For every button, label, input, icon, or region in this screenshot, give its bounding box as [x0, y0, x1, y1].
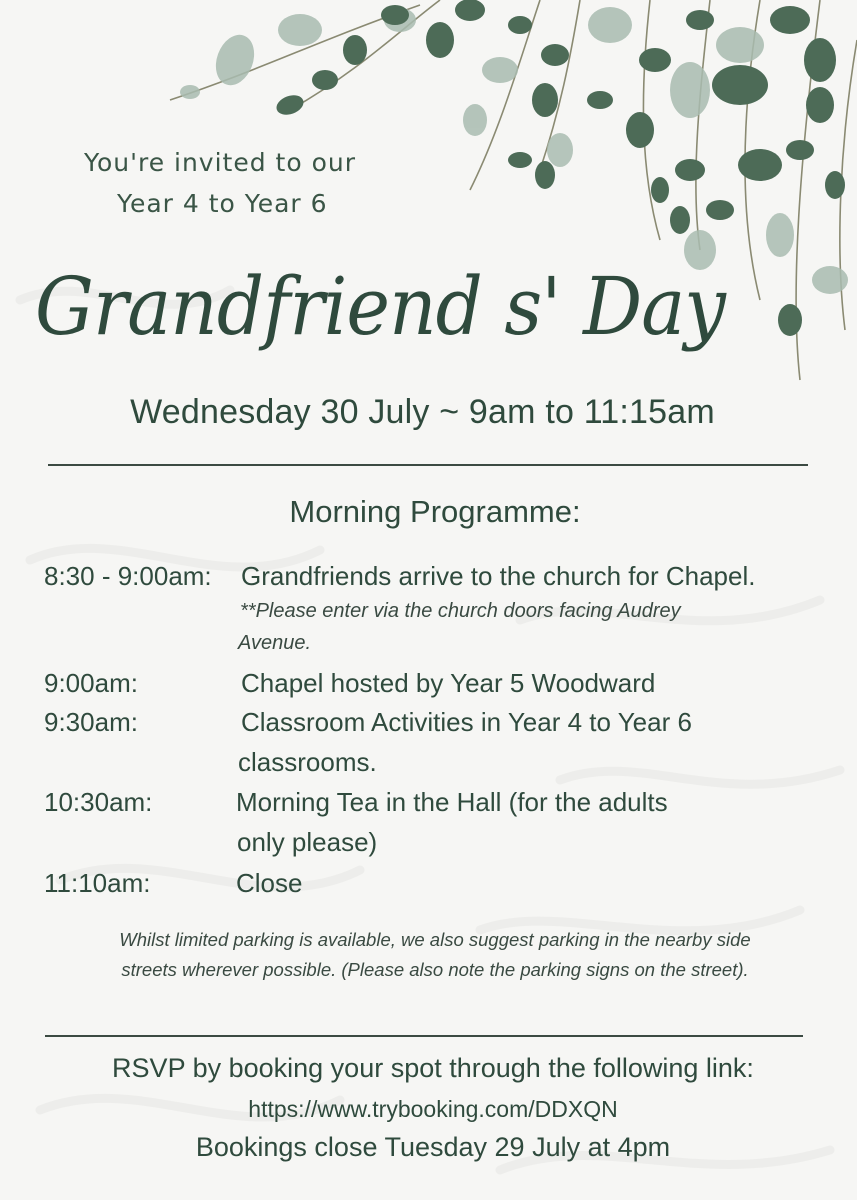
schedule-time: 9:00am: — [44, 668, 138, 698]
schedule-note: Avenue. — [238, 632, 312, 654]
event-datetime: Wednesday 30 July ~ 9am to 11:15am — [130, 393, 715, 431]
intro-line-1: You're invited to our — [84, 148, 357, 177]
booking-deadline: Bookings close Tuesday 29 July at 4pm — [195, 1132, 671, 1162]
schedule-time: 9:30am: — [44, 707, 138, 737]
schedule-activity: Chapel hosted by Year 5 Woodward — [241, 668, 656, 698]
rsvp-instructions: RSVP by booking your spot through the following link: — [112, 1053, 754, 1083]
schedule-activity: classrooms. — [238, 747, 377, 777]
intro-line-2: Year 4 to Year 6 — [117, 189, 328, 218]
schedule-note: **Please enter via the church doors facing Audrey — [240, 600, 681, 622]
schedule-activity: Close — [236, 868, 303, 898]
schedule-time: 10:30am: — [44, 787, 153, 817]
schedule-activity: only please) — [237, 827, 378, 857]
schedule-activity: Grandfriends arrive to the church for Chapel. — [241, 561, 756, 591]
divider — [45, 1035, 803, 1037]
schedule-time: 8:30 - 9:00am: — [44, 561, 212, 591]
programme-heading: Morning Programme: — [289, 494, 581, 529]
booking-link[interactable]: https://www.trybooking.com/DDXQN — [248, 1096, 618, 1122]
divider — [48, 464, 808, 466]
schedule-activity: Morning Tea in the Hall (for the adults — [236, 787, 668, 817]
schedule-activity: Classroom Activities in Year 4 to Year 6 — [241, 707, 692, 737]
invitation-intro — [84, 142, 414, 224]
parking-note: Whilst limited parking is available, we also suggest parking in the nearby side — [119, 929, 751, 950]
parking-note: streets wherever possible. (Please also note the parking signs on the street). — [121, 959, 749, 980]
schedule-time: 11:10am: — [44, 868, 151, 898]
event-title — [20, 222, 740, 382]
event-title-text: Grandfriend s' Day — [35, 260, 728, 353]
